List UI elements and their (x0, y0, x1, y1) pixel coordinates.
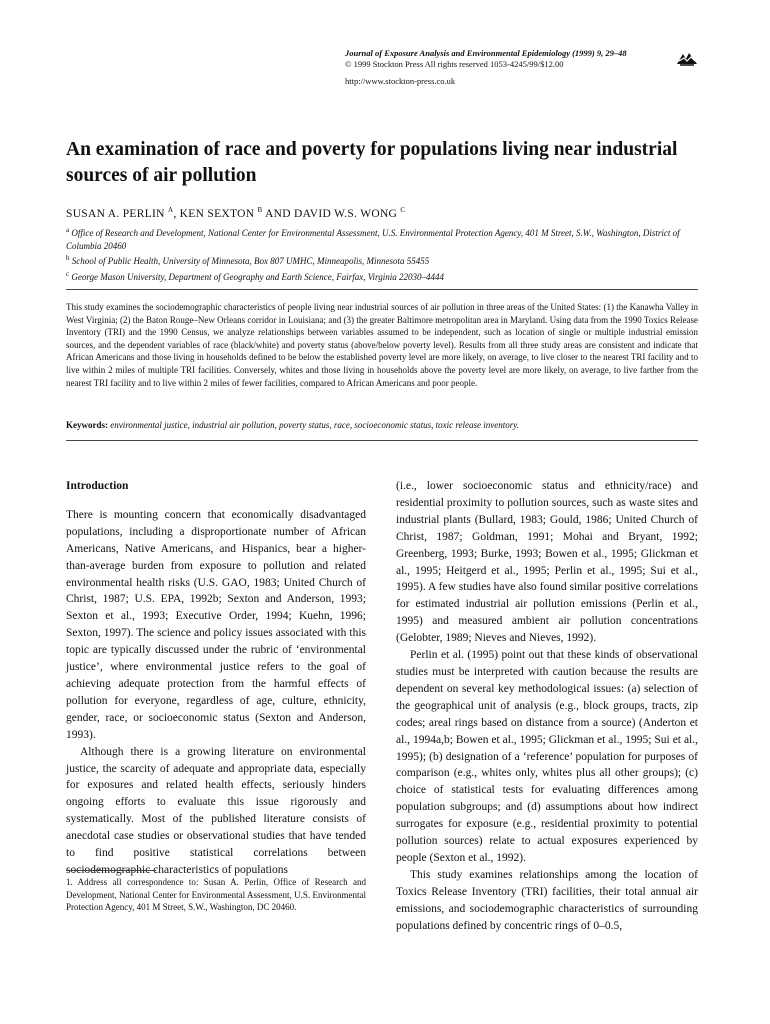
affiliation-text: School of Public Health, University of Minnesota, Box 807 UMHC, Minneapolis, Minnesota 55455 (71, 256, 430, 266)
author-name: KEN SEXTON (179, 207, 255, 220)
keywords-text: environmental justice, industrial air pollution, poverty status, race, socioeconomic status, toxic release inventory. (110, 420, 520, 430)
body-paragraph: Perlin et al. (1995) point out that these kinds of observational studies must be interpreted with caution because the results are dependent on several key methodological issues: (a) selection of the geographical unit of analysis (e.g., block groups, tracts, zip codes; areal rings based on distance from a source) (Anderton et al., 1994a,b; Bowen et al., 1995; Glickman et al., 1995; Sui et al., 1995); (b) designation of a ‘reference’ population for purposes of comparison (e.g., whites only, whites plus all other groups); (c) choice of statistical tests for evaluating differences among population subgroups; and (d) assumptions about how indirect surrogates for exposure (e.g., residential proximity to potential pollution sources) relate to actual exposures experienced by people (Sexton et al., 1992). (396, 649, 698, 864)
affiliation-marker: a (66, 226, 70, 234)
copyright-line: © 1999 Stockton Press All rights reserved 1053-4245/99/$12.00 (345, 59, 564, 69)
abstract-top-rule (66, 289, 698, 290)
author-list (66, 206, 706, 220)
abstract-bottom-rule (66, 440, 698, 441)
affiliation-item (66, 224, 706, 252)
body-paragraph: There is mounting concern that economically disadvantaged populations, including a disproportionate number of African Americans, Native Americans, and Hispanics, bear a higher-than-average burden from exposure to pollution and related environmental health risks (U.S. GAO, 1983; United Church of Christ, 1987; U.S. EPA, 1992b; Sexton and Anderson, 1993; Sexton et al., 1993; Executive Order, 1994; Kuehn, 1996; Sexton, 1997). The science and policy issues associated with this topic are typically discussed under the rubric of ‘environmental justice’, where environmental justice refers to the goal of achieving adequate protection from the harmful effects of pollution for everyone, regardless of age, culture, ethnicity, gender, race, or socioeconomic status (Sexton and Anderson, 1993). (66, 508, 366, 741)
journal-header (345, 48, 675, 87)
stockton-press-logo-icon (675, 50, 699, 68)
affiliation-item (66, 268, 706, 284)
affiliation-marker: c (66, 269, 70, 278)
keywords (66, 419, 698, 431)
body-column-right (396, 478, 698, 934)
body-paragraph: This study examines relationships among the location of Toxics Release Inventory (TRI) facilities, their total annual air emissions, and sociodemographic characteristics of surrounding populations defined by concentric rings of 0–0.5, (396, 868, 698, 932)
author-name: SUSAN A. PERLIN (66, 207, 165, 220)
correspondence-footnote: 1. Address all correspondence to: Susan A. Perlin, Office of Research and Development, National Center for Environmental Assessment, U.S. Environmental Protection Agency, 401 M Street, S.W., Washington, DC 20460. (66, 877, 366, 912)
body-paragraph: Although there is a growing literature on environmental justice, the scarcity of adequate and appropriate data, especially for exposures and related health effects, seriously hinders ongoing efforts to evaluate this issue rigorously and systematically. Most of the published literature consists of anecdotal case studies or observational studies that have tended to find positive statistical correlations between sociodemographic characteristics of populations (66, 745, 366, 876)
keywords-label: Keywords: (66, 420, 108, 430)
affiliation-marker: b (66, 254, 70, 262)
footnote-rule (66, 870, 156, 871)
body-column-left (66, 478, 366, 879)
affiliations (66, 224, 706, 283)
author-marker: B (257, 206, 263, 214)
article-title: An examination of race and poverty for populations living near industrial sources of air pollution (66, 139, 678, 186)
author-name: DAVID W.S. WONG (294, 207, 398, 220)
affiliation-text: George Mason University, Department of Geography and Earth Science, Fairfax, Virginia 22030–4444 (71, 271, 444, 282)
author-separator: , (173, 207, 180, 220)
author-separator: AND (262, 207, 295, 220)
affiliation-text: Office of Research and Development, National Center for Environmental Assessment, U.S. Environmental Protection Agency, 401 M Street, S.W., Washington, District of Columbia 20460 (66, 228, 680, 251)
author-marker: C (400, 206, 406, 214)
journal-citation: Journal of Exposure Analysis and Environmental Epidemiology (1999) 9, 29–48 (345, 48, 627, 58)
section-heading-introduction: Introduction (66, 480, 129, 492)
author-marker: A (167, 206, 174, 214)
abstract: This study examines the sociodemographic characteristics of people living near industrial sources of air pollution in three areas of the United States: (1) the Kanawha Valley in West Virginia; (2) the Baton Rouge–New Orleans corridor in Louisiana; and (3) the greater Baltimore metropolitan area in Maryland. Using data from the 1990 Toxics Release Inventory (TRI) and the 1990 Census, we analyze relationships between variables assumed to be independent, such as location of single or multiple industrial emission sources, and the dependent variables of race (black/white) and poverty status (above/below poverty level). Results from all three study areas are consistent and indicate that African Americans and those living in households defined to be below the established poverty level are more likely, on average, to live closer to the nearest TRI facility and to live within 2 miles of multiple TRI facilities. Conversely, whites and those living in households above the poverty level are more likely, on average, to live farther from the nearest TRI facility and to live within 2 miles of fewer facilities, compared to African Americans and poor people. (66, 302, 698, 388)
publisher-url[interactable]: http://www.stockton-press.co.uk (345, 76, 456, 86)
affiliation-item (66, 252, 706, 268)
body-paragraph: (i.e., lower socioeconomic status and ethnicity/race) and residential proximity to pollution sources, such as waste sites and industrial plants (Bullard, 1983; Gould, 1986; United Church of Christ, 1987; Goldman, 1991; Mohai and Bryant, 1992; Greenberg, 1993; Burke, 1993; Bowen et al., 1995; Glickman et al., 1995; Heitgerd et al., 1995; Perlin et al., 1995; Sui et al., 1995). A few studies have also found similar positive correlations for estimated industrial air pollution emissions (Perlin et al., 1995) and measured ambient air pollution concentrations (Gelobter, 1989; Nieves and Nieves, 1992). (396, 480, 698, 645)
